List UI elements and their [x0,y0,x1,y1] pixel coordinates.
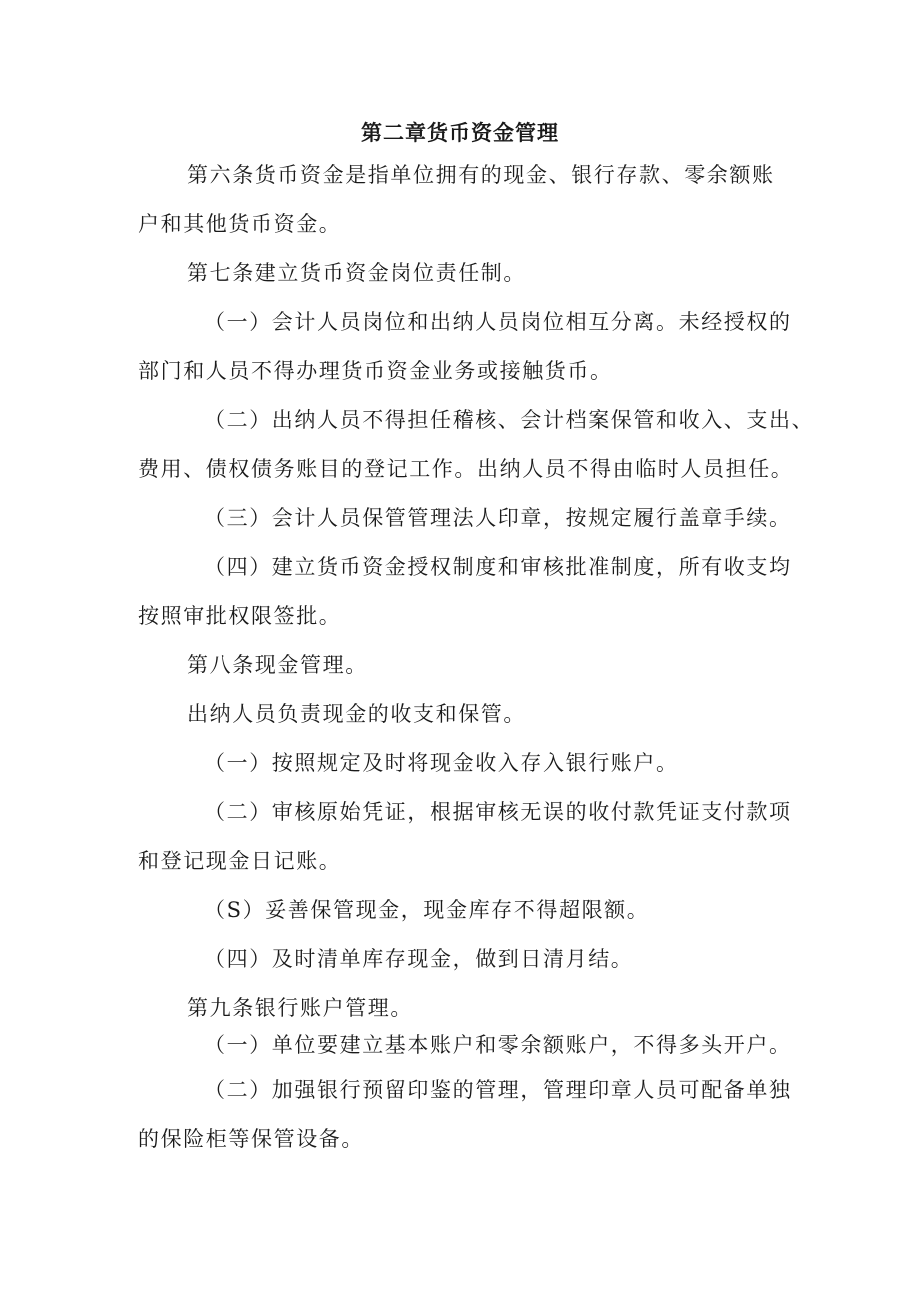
article-8-item-3: （S）妥善保管现金，现金库存不得超限额。 [204,898,650,922]
chapter-title: 第二章货币资金管理 [361,121,559,145]
article-9-item-1: （一）单位要建立基本账户和零余额账户，不得多头开户。 [204,1033,792,1057]
article-8-intro: 出纳人员负责现金的收支和保管。 [187,702,526,726]
article-8-item-2-line-2: 和登记现金日记账。 [138,849,342,873]
article-7-item-4-line-2: 按照审批权限签批。 [138,604,342,628]
article-9-item-2-line-1: （二）加强银行预留印鉴的管理，管理印章人员可配备单独 [204,1078,792,1102]
article-7-item-1-line-1: （一）会计人员岗位和出纳人员岗位相互分离。未经授权的 [204,310,792,334]
article-9-heading: 第九条银行账户管理。 [187,996,413,1020]
article-6-line-1: 第六条货币资金是指单位拥有的现金、银行存款、零余额账 [187,163,775,187]
article-7-item-2-line-2: 费用、债权债务账目的登记工作。出纳人员不得由临时人员担任。 [138,457,794,481]
article-7-item-2-line-1: （二）出纳人员不得担任稽核、会计档案保管和收入、支出、 [204,408,815,432]
article-7-item-4-line-1: （四）建立货币资金授权制度和审核批准制度，所有收支均 [204,555,792,579]
article-8-item-1: （一）按照规定及时将现金收入存入银行账户。 [204,751,679,775]
article-7-item-1-line-2: 部门和人员不得办理货币资金业务或接触货币。 [138,359,613,383]
article-7-item-3: （三）会计人员保管管理法人印章，按规定履行盖章手续。 [204,506,792,530]
article-7-heading: 第七条建立货币资金岗位责任制。 [187,261,526,285]
article-6-line-2: 户和其他货币资金。 [138,212,342,236]
article-8-item-2-line-1: （二）审核原始凭证，根据审核无误的收付款凭证支付款项 [204,800,792,824]
article-8-heading: 第八条现金管理。 [187,653,368,677]
article-8-item-4: （四）及时清单库存现金，做到日清月结。 [204,947,634,971]
article-9-item-2-line-2: 的保险柜等保管设备。 [138,1127,364,1151]
